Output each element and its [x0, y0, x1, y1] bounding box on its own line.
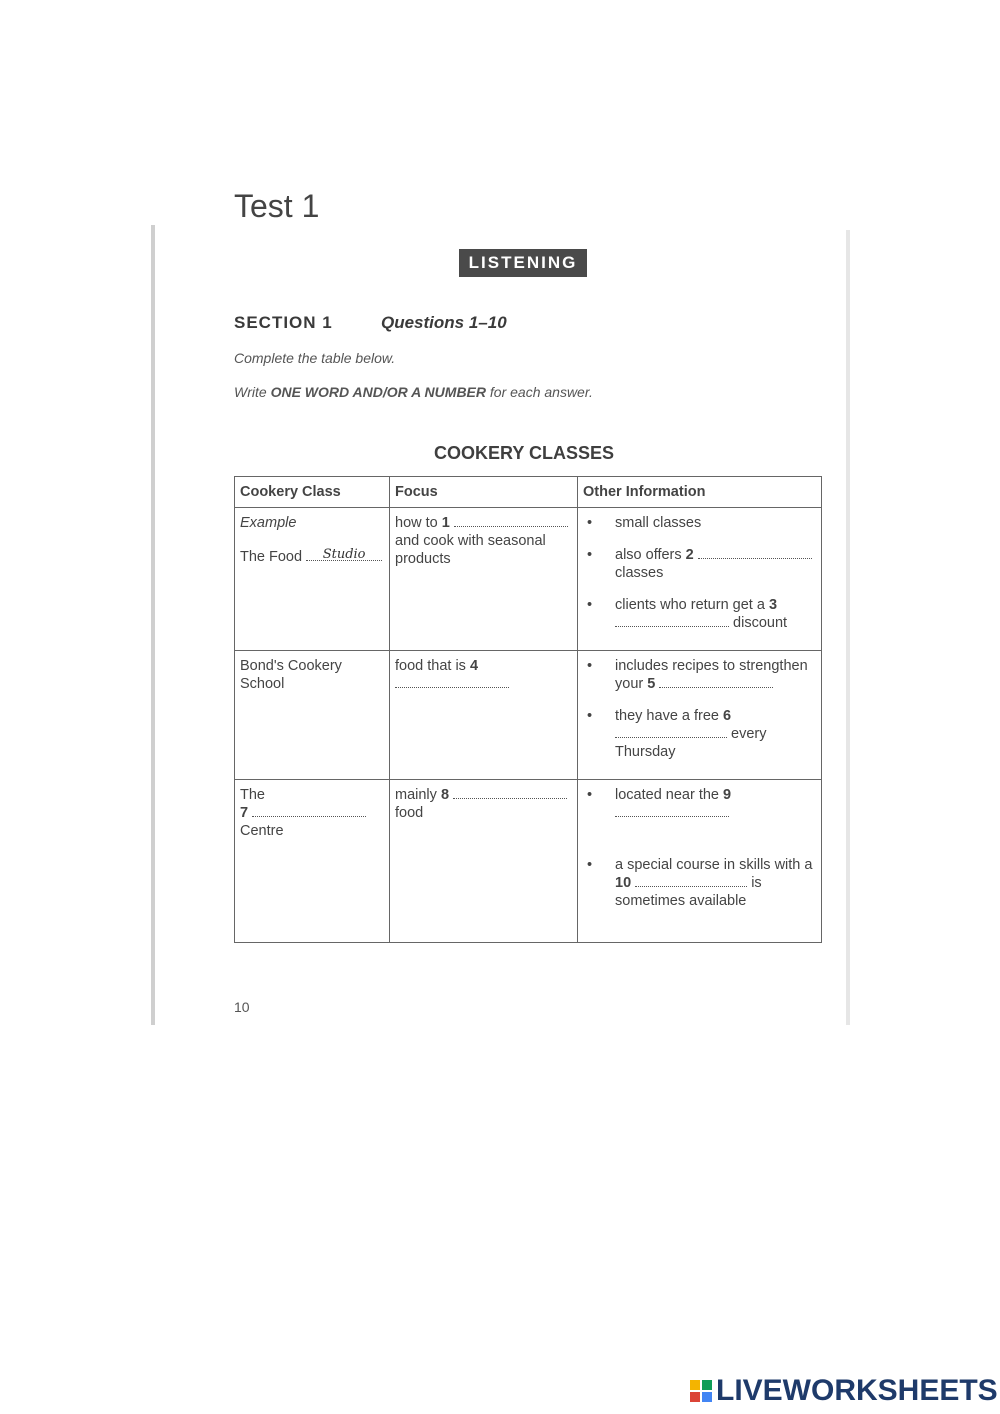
- header-other-information: Other Information: [578, 477, 822, 508]
- scan-edge-right: [846, 230, 850, 1025]
- brand-square-4: [702, 1392, 712, 1402]
- question-number-10: 10: [615, 875, 632, 891]
- header-cookery-class: Cookery Class: [235, 477, 390, 508]
- row1-class-name: [240, 548, 384, 566]
- question-number-2: 2: [685, 547, 694, 563]
- answer-blank-example: [306, 548, 382, 561]
- instruction-write-post: for each answer.: [486, 384, 593, 400]
- answer-blank-9[interactable]: [615, 804, 729, 817]
- question-number-1: 1: [441, 515, 450, 531]
- question-number-3: 3: [768, 597, 778, 613]
- answer-blank-6[interactable]: [615, 725, 727, 738]
- list-item: [583, 546, 816, 582]
- answer-blank-5[interactable]: [659, 675, 773, 688]
- row1-focus-post: and cook with seasonal products: [395, 533, 546, 567]
- section-heading: SECTION 1: [234, 313, 333, 332]
- answer-blank-8[interactable]: [453, 786, 567, 799]
- row1-class-cell: [235, 508, 390, 651]
- row2-focus-cell: [390, 651, 578, 780]
- list-item: [583, 856, 816, 910]
- questions-label: Questions 1–10: [381, 313, 507, 332]
- row2-info-list: [583, 657, 816, 761]
- brand-square-2: [702, 1380, 712, 1390]
- row3-class-cell: [235, 780, 390, 943]
- instruction-write: [234, 384, 593, 400]
- row2-info-cell: [578, 651, 822, 780]
- row2-focus-pre: food that is: [395, 658, 470, 674]
- row3-info1-pre: located near the: [615, 787, 724, 803]
- question-number-5: 5: [647, 676, 656, 692]
- row3-focus-pre: mainly: [395, 787, 441, 803]
- brand-square-1: [690, 1380, 700, 1390]
- table-row: [235, 508, 822, 651]
- instruction-complete: Complete the table below.: [234, 350, 396, 366]
- row3-info-cell: [578, 780, 822, 943]
- list-item: [583, 786, 816, 822]
- list-item: [583, 707, 816, 761]
- question-number-6: 6: [723, 708, 732, 724]
- row2-info1-pre: includes recipes to strengthen your: [615, 658, 808, 692]
- row2-class-name: Bond's Cookery School: [240, 658, 342, 692]
- page-title: Test 1: [234, 188, 320, 224]
- table-title: COOKERY CLASSES: [434, 443, 615, 463]
- row3-info-list: [583, 786, 816, 910]
- example-answer: Studio: [322, 547, 366, 562]
- question-number-7: 7: [240, 805, 249, 821]
- list-item: [583, 657, 816, 693]
- row2-info2-post: every Thursday: [615, 726, 767, 760]
- answer-blank-2[interactable]: [698, 546, 812, 559]
- row1-info-list: [583, 514, 816, 632]
- answer-blank-7[interactable]: [252, 804, 366, 817]
- instruction-write-pre: Write: [234, 384, 271, 400]
- liveworksheets-brand[interactable]: [690, 1374, 998, 1408]
- brand-square-3: [690, 1392, 700, 1402]
- brand-logo-icon: [690, 1380, 712, 1402]
- header-focus: Focus: [390, 477, 578, 508]
- row2-class-cell: [235, 651, 390, 780]
- listening-badge: LISTENING: [459, 249, 587, 277]
- row1-info2-post: classes: [615, 565, 664, 581]
- table-row: [235, 651, 822, 780]
- row3-focus-cell: [390, 780, 578, 943]
- row3-info2-pre: a special course in skills with a: [615, 857, 813, 873]
- row3-info2-post: is sometimes available: [615, 875, 762, 909]
- table-header-row: [235, 477, 822, 508]
- answer-blank-3[interactable]: [615, 614, 729, 627]
- row1-info1-text: small classes: [615, 515, 702, 531]
- row1-focus-cell: [390, 508, 578, 651]
- instruction-write-bold: ONE WORD AND/OR A NUMBER: [270, 384, 486, 400]
- answer-blank-1[interactable]: [454, 514, 568, 527]
- answer-blank-4[interactable]: [395, 675, 509, 688]
- row1-info-cell: [578, 508, 822, 651]
- list-item: [583, 514, 816, 532]
- row1-info3-post: discount: [733, 615, 788, 631]
- row1-focus-pre: how to: [395, 515, 442, 531]
- answer-blank-10[interactable]: [635, 874, 747, 887]
- page-number: 10: [234, 999, 250, 1015]
- question-number-4: 4: [469, 658, 479, 674]
- row2-info2-pre: they have a free: [615, 708, 724, 724]
- scan-edge-left: [151, 225, 155, 1025]
- row3-focus-post: food: [395, 805, 424, 821]
- question-number-8: 8: [440, 787, 450, 803]
- row1-info3-pre: clients who return get a: [615, 597, 769, 613]
- example-label: Example: [240, 515, 297, 531]
- row1-info2-pre: also offers: [615, 547, 686, 563]
- cookery-table: [234, 476, 822, 943]
- brand-name: LIVEWORKSHEETS: [716, 1374, 998, 1407]
- row1-class-text: The Food: [240, 549, 303, 565]
- list-item: [583, 596, 816, 632]
- table-row: [235, 780, 822, 943]
- row3-class-post: Centre: [240, 823, 284, 839]
- row3-class-pre: The: [240, 787, 265, 803]
- question-number-9: 9: [723, 787, 732, 803]
